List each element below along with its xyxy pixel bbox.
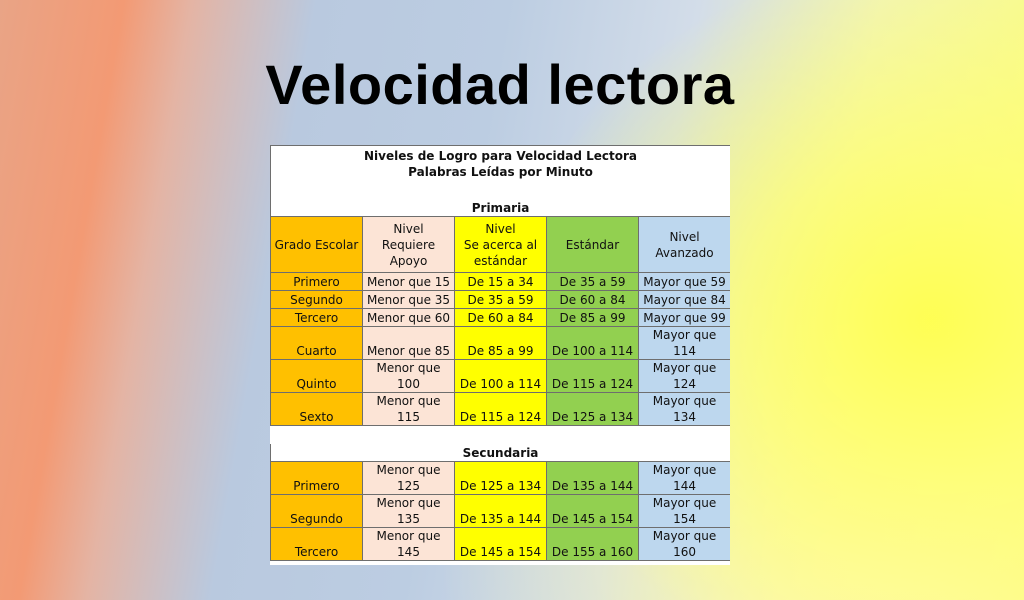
avanzado-line-2: 154 — [673, 512, 696, 526]
estandar-cell: De 155 a 160 — [547, 528, 639, 561]
grade-cell: Primero — [271, 273, 363, 291]
avanzado-line-2: 124 — [673, 377, 696, 391]
grade-cell: Sexto — [271, 393, 363, 426]
requiere-line-2: 145 — [397, 545, 420, 559]
table-row — [271, 273, 731, 291]
requiere-cell — [363, 495, 455, 528]
estandar-cell: De 145 a 154 — [547, 495, 639, 528]
grade-cell: Quinto — [271, 360, 363, 393]
requiere-line-2: 100 — [397, 377, 420, 391]
avanzado-line-2: 144 — [673, 479, 696, 493]
table-row — [271, 360, 731, 393]
avanzado-cell: Mayor que 59 — [639, 273, 731, 291]
table-caption — [271, 146, 731, 201]
acerca-cell: De 60 a 84 — [455, 309, 547, 327]
requiere-cell: Menor que 85 — [363, 327, 455, 360]
avanzado-line-1: Mayor que — [652, 361, 717, 375]
avanzado-cell — [639, 528, 731, 561]
header-estandar: Estándar — [547, 217, 639, 273]
avanzado-cell — [639, 462, 731, 495]
acerca-cell: De 135 a 144 — [455, 495, 547, 528]
header-avanzado-line-2: Avanzado — [655, 245, 714, 260]
reading-speed-table-image — [270, 145, 730, 565]
grade-cell: Primero — [271, 462, 363, 495]
section-secundaria-label: Secundaria — [271, 444, 731, 462]
slide-title: Velocidad lectora — [265, 53, 735, 116]
section-gap — [271, 426, 731, 444]
reading-speed-table — [270, 145, 730, 561]
requiere-line-2: 125 — [397, 479, 420, 493]
header-acerca-line-2: Se acerca al — [463, 237, 538, 252]
grade-cell: Tercero — [271, 528, 363, 561]
avanzado-line-1: Mayor que — [652, 328, 717, 342]
avanzado-line-1: Mayor que — [652, 463, 717, 477]
header-se-acerca — [455, 217, 547, 273]
requiere-line-1: Menor que — [376, 361, 441, 375]
avanzado-line-2: 160 — [673, 545, 696, 559]
estandar-cell: De 85 a 99 — [547, 309, 639, 327]
caption-line-1: Niveles de Logro para Velocidad Lectora — [364, 149, 638, 163]
requiere-line-1: Menor que — [376, 394, 441, 408]
avanzado-cell: Mayor que 99 — [639, 309, 731, 327]
acerca-cell: De 100 a 114 — [455, 360, 547, 393]
avanzado-cell — [639, 327, 731, 360]
requiere-line-1: Menor que — [376, 463, 441, 477]
table-row — [271, 393, 731, 426]
estandar-cell: De 60 a 84 — [547, 291, 639, 309]
requiere-line-2: 135 — [397, 512, 420, 526]
estandar-cell: De 35 a 59 — [547, 273, 639, 291]
avanzado-line-1: Mayor que — [652, 394, 717, 408]
table-row — [271, 462, 731, 495]
table-row — [271, 495, 731, 528]
section-primaria-label: Primaria — [271, 200, 731, 217]
avanzado-cell — [639, 495, 731, 528]
requiere-cell — [363, 462, 455, 495]
table-row — [271, 309, 731, 327]
grade-cell: Segundo — [271, 291, 363, 309]
requiere-cell: Menor que 60 — [363, 309, 455, 327]
requiere-cell — [363, 393, 455, 426]
requiere-cell — [363, 360, 455, 393]
requiere-cell: Menor que 15 — [363, 273, 455, 291]
acerca-cell: De 125 a 134 — [455, 462, 547, 495]
header-acerca-line-3: estándar — [473, 253, 528, 268]
avanzado-line-1: Mayor que — [652, 529, 717, 543]
acerca-cell: De 35 a 59 — [455, 291, 547, 309]
header-requiere-line-2: Requiere — [381, 237, 436, 252]
grade-cell: Segundo — [271, 495, 363, 528]
acerca-cell: De 115 a 124 — [455, 393, 547, 426]
avanzado-cell — [639, 393, 731, 426]
acerca-cell: De 85 a 99 — [455, 327, 547, 360]
table-row — [271, 528, 731, 561]
estandar-cell: De 100 a 114 — [547, 327, 639, 360]
estandar-cell: De 115 a 124 — [547, 360, 639, 393]
estandar-cell: De 125 a 134 — [547, 393, 639, 426]
avanzado-cell — [639, 360, 731, 393]
table-row — [271, 291, 731, 309]
header-avanzado-line-1: Nivel — [669, 229, 700, 244]
acerca-cell: De 15 a 34 — [455, 273, 547, 291]
table-row — [271, 327, 731, 360]
header-requiere-apoyo — [363, 217, 455, 273]
requiere-line-2: 115 — [397, 410, 420, 424]
avanzado-line-2: 114 — [673, 344, 696, 358]
avanzado-cell: Mayor que 84 — [639, 291, 731, 309]
requiere-line-1: Menor que — [376, 529, 441, 543]
header-avanzado — [639, 217, 731, 273]
header-grado-escolar: Grado Escolar — [271, 217, 363, 273]
grade-cell: Cuarto — [271, 327, 363, 360]
caption-line-2: Palabras Leídas por Minuto — [408, 165, 593, 179]
requiere-cell — [363, 528, 455, 561]
avanzado-line-1: Mayor que — [652, 496, 717, 510]
header-requiere-line-1: Nivel — [393, 221, 424, 236]
estandar-cell: De 135 a 144 — [547, 462, 639, 495]
acerca-cell: De 145 a 154 — [455, 528, 547, 561]
header-acerca-line-1: Nivel — [485, 221, 516, 236]
requiere-line-1: Menor que — [376, 496, 441, 510]
requiere-cell: Menor que 35 — [363, 291, 455, 309]
avanzado-line-2: 134 — [673, 410, 696, 424]
grade-cell: Tercero — [271, 309, 363, 327]
header-requiere-line-3: Apoyo — [389, 253, 428, 268]
